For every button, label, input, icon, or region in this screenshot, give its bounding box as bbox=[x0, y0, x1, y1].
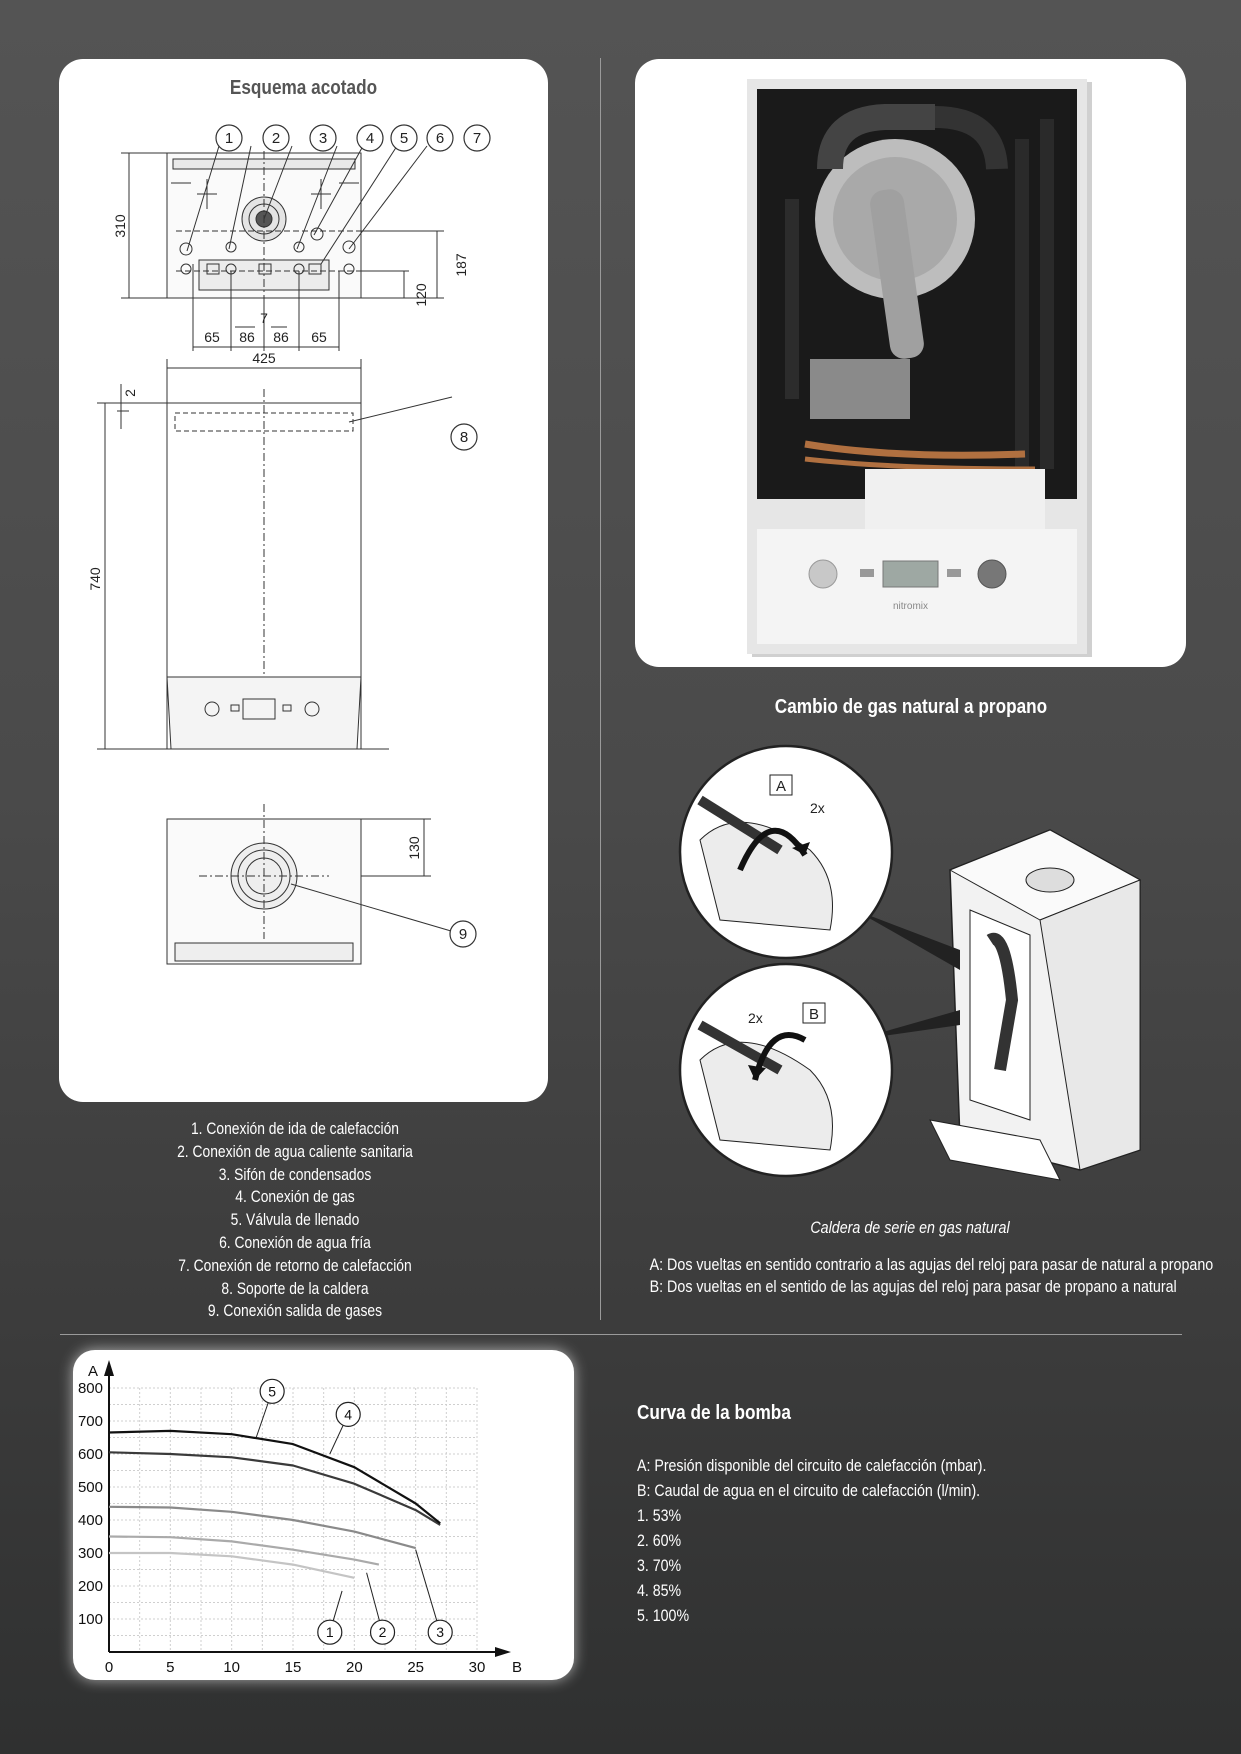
callout-7: 7 bbox=[472, 130, 482, 147]
y-tick-label: 700 bbox=[77, 1413, 103, 1430]
x-tick-label: 20 bbox=[345, 1659, 363, 1676]
pump-item: 5. 100% bbox=[637, 1607, 690, 1625]
connection-legend bbox=[98, 1118, 493, 1323]
dim-425: 425 bbox=[252, 350, 276, 366]
series-line-2 bbox=[109, 1537, 379, 1565]
pump-chart-card bbox=[73, 1350, 574, 1680]
detail-a-label: A bbox=[775, 778, 787, 795]
y-axis-label: A bbox=[87, 1363, 99, 1380]
y-tick-label: 500 bbox=[77, 1479, 103, 1496]
callout-label-4: 4 bbox=[344, 1406, 353, 1423]
legend-item: 5. Válvula de llenado bbox=[230, 1211, 360, 1230]
dim-65-right: 65 bbox=[311, 329, 327, 345]
callout-label-5: 5 bbox=[268, 1383, 277, 1400]
x-tick-label: 0 bbox=[104, 1659, 114, 1676]
gas-caption: Caldera de serie en gas natural bbox=[810, 1218, 1010, 1237]
brand-label: nitromix bbox=[893, 601, 929, 612]
legend-item: 6. Conexión de agua fría bbox=[219, 1233, 371, 1252]
x-tick-label: 10 bbox=[223, 1659, 241, 1676]
dim-86-left: 86 bbox=[239, 329, 255, 345]
pump-item: 3. 70% bbox=[637, 1557, 682, 1575]
callout-5: 5 bbox=[399, 130, 409, 147]
y-tick-label: 300 bbox=[77, 1545, 103, 1562]
dim-187: 187 bbox=[453, 253, 469, 277]
y-tick-label: 100 bbox=[77, 1611, 103, 1628]
x-tick-label: 30 bbox=[468, 1659, 486, 1676]
callout-leader-3 bbox=[416, 1550, 441, 1633]
y-tick-label: 200 bbox=[77, 1578, 103, 1595]
boiler-photo bbox=[635, 59, 1186, 667]
right-knob-icon bbox=[978, 560, 1006, 588]
y-tick-label: 600 bbox=[77, 1446, 103, 1463]
dim-130: 130 bbox=[406, 836, 422, 860]
pump-item: 2. 60% bbox=[637, 1532, 682, 1550]
x-axis-label: B bbox=[511, 1659, 523, 1676]
dim-310: 310 bbox=[112, 214, 128, 238]
pump-item: 4. 85% bbox=[637, 1582, 682, 1600]
detail-b-turns: 2x bbox=[748, 1010, 763, 1026]
legend-item: 9. Conexión salida de gases bbox=[207, 1302, 383, 1321]
dimension-drawing bbox=[59, 59, 548, 1102]
callout-label-1: 1 bbox=[325, 1624, 334, 1641]
gas-note-b: B: Dos vueltas en el sentido de las agujas del reloj para pasar de propano a natural bbox=[649, 1277, 1177, 1296]
legend-item: 4. Conexión de gas bbox=[235, 1188, 355, 1207]
x-tick-label: 15 bbox=[284, 1659, 302, 1676]
pump-item: 1. 53% bbox=[637, 1507, 682, 1525]
pump-item: B: Caudal de agua en el circuito de calefacción (l/min). bbox=[637, 1482, 981, 1500]
callout-6: 6 bbox=[435, 130, 445, 147]
callout-label-2: 2 bbox=[378, 1624, 387, 1641]
detail-b-label: B bbox=[808, 1006, 820, 1023]
gas-note-a: A: Dos vueltas en sentido contrario a las agujas del reloj para pasar de natural a propano bbox=[649, 1255, 1214, 1274]
pump-list bbox=[637, 1454, 986, 1629]
boiler-photo-card bbox=[635, 59, 1186, 667]
series-line-5 bbox=[109, 1431, 440, 1523]
callout-1: 1 bbox=[224, 130, 234, 147]
callout-4: 4 bbox=[365, 130, 375, 147]
display-screen bbox=[883, 561, 938, 587]
dim-65-left: 65 bbox=[204, 329, 220, 345]
legend-item: 1. Conexión de ida de calefacción bbox=[190, 1120, 400, 1138]
callout-3: 3 bbox=[318, 130, 328, 147]
y-axis-arrow bbox=[104, 1360, 114, 1376]
x-tick-label: 5 bbox=[166, 1659, 175, 1676]
gas-change-title: Cambio de gas natural a propano bbox=[774, 696, 1048, 718]
gas-change-illustration bbox=[660, 740, 1220, 1190]
callout-2: 2 bbox=[271, 130, 281, 147]
callout-8: 8 bbox=[459, 429, 469, 446]
dim-740: 740 bbox=[87, 567, 103, 591]
legend-item: 2. Conexión de agua caliente sanitaria bbox=[177, 1142, 413, 1161]
callout-label-3: 3 bbox=[436, 1624, 445, 1641]
pump-chart bbox=[73, 1350, 574, 1680]
legend-item: 3. Sifón de condensados bbox=[218, 1165, 372, 1184]
dim-120: 120 bbox=[413, 283, 429, 307]
x-axis-arrow bbox=[495, 1647, 511, 1657]
dim-2: 2 bbox=[122, 389, 138, 397]
legend-item: 8. Soporte de la caldera bbox=[221, 1279, 369, 1298]
gas-notes bbox=[649, 1254, 1214, 1298]
y-tick-label: 400 bbox=[77, 1512, 103, 1529]
horizontal-divider bbox=[60, 1334, 1182, 1335]
pump-title: Curva de la bomba bbox=[637, 1402, 791, 1424]
left-knob-icon bbox=[809, 560, 837, 588]
pump-item: A: Presión disponible del circuito de calefacción (mbar). bbox=[637, 1457, 987, 1475]
callout-9: 9 bbox=[458, 926, 468, 943]
legend-item: 7. Conexión de retorno de calefacción bbox=[178, 1256, 412, 1275]
x-tick-label: 25 bbox=[407, 1659, 425, 1676]
vertical-divider bbox=[600, 58, 601, 1320]
dimension-title: Esquema acotado bbox=[229, 77, 378, 99]
dim-7: 7 bbox=[260, 310, 268, 326]
dim-86-right: 86 bbox=[273, 329, 289, 345]
detail-a-turns: 2x bbox=[810, 800, 825, 816]
dimension-card bbox=[59, 59, 548, 1102]
y-tick-label: 800 bbox=[77, 1380, 103, 1397]
